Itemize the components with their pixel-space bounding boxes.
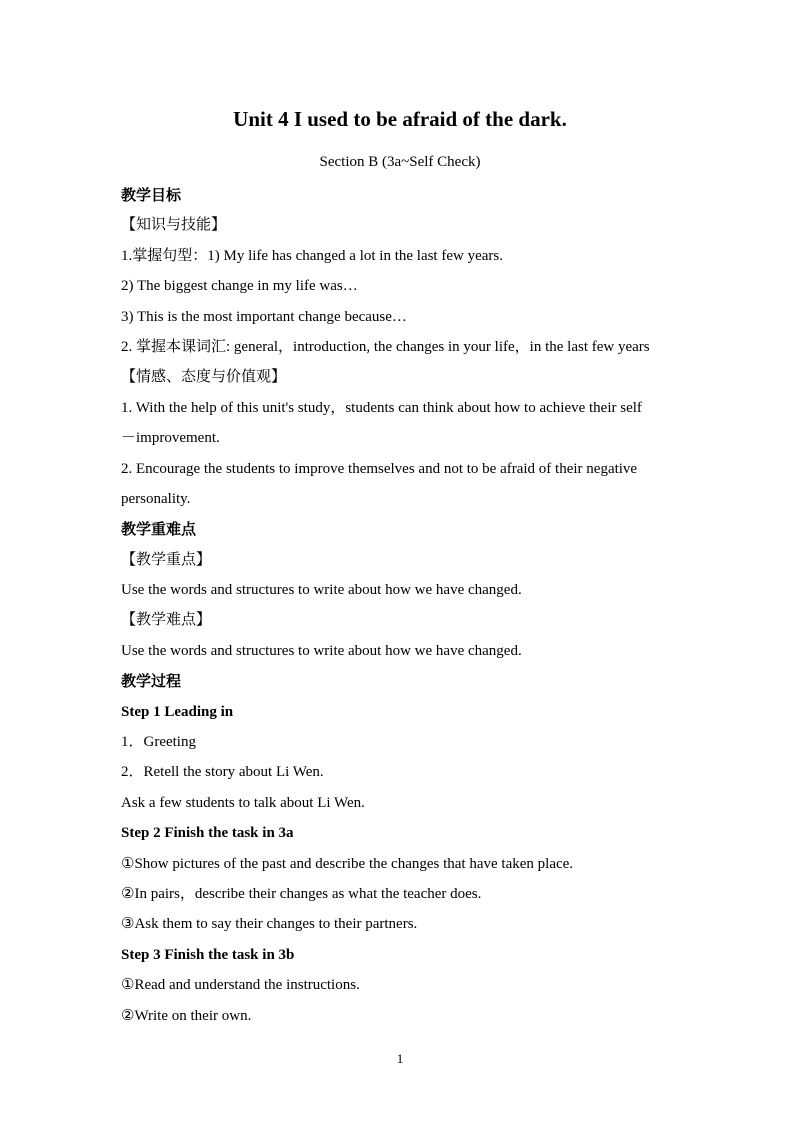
document-body	[121, 180, 721, 1031]
body-line: 教学目标	[121, 186, 182, 204]
body-line: Step 2 Finish the task in 3a	[121, 825, 294, 842]
body-line: Step 3 Finish the task in 3b	[121, 946, 295, 963]
body-line: 3) This is the most important change because…	[121, 308, 407, 325]
body-line: 1．Greeting	[121, 734, 196, 751]
body-line: 2. Encourage the students to improve themselves and not to be afraid of their negative	[121, 460, 638, 477]
body-line: Step 1 Leading in	[121, 703, 234, 720]
body-line: 2) The biggest change in my life was…	[121, 278, 358, 295]
document-title: Unit 4 I used to be afraid of the dark.	[233, 107, 567, 131]
body-line: Use the words and structures to write about how we have changed.	[121, 582, 522, 599]
body-line: 1. With the help of this unit's study，students can think about how to achieve their self	[121, 399, 642, 416]
page-number: 1	[396, 1051, 404, 1066]
body-line: 【教学重点】	[121, 551, 212, 568]
document-subtitle: Section B (3a~Self Check)	[319, 154, 481, 170]
body-line: 【知识与技能】	[121, 217, 227, 234]
body-line: 2．Retell the story about Li Wen.	[121, 764, 324, 781]
body-line: －improvement.	[121, 430, 220, 447]
body-line: ②Write on their own.	[121, 1007, 252, 1024]
body-line: Use the words and structures to write about how we have changed.	[121, 642, 522, 659]
body-line: ①Show pictures of the past and describe the changes that have taken place.	[121, 855, 574, 872]
body-line: 【情感、态度与价值观】	[121, 369, 287, 386]
body-line: ②In pairs，describe their changes as what the teacher does.	[121, 885, 482, 902]
body-line: 教学重难点	[121, 520, 197, 539]
body-line: 2. 掌握本课词汇: general，introduction, the changes in your life，in the last few years	[121, 338, 650, 355]
body-line: ③Ask them to say their changes to their partners.	[121, 916, 418, 933]
body-line: ①Read and understand the instructions.	[121, 977, 360, 994]
body-line: personality.	[121, 490, 191, 507]
body-line: 【教学难点】	[121, 612, 212, 629]
body-line: 教学过程	[121, 672, 182, 691]
body-line: 1.掌握句型：1) My life has changed a lot in the last few years.	[121, 247, 503, 264]
body-line: Ask a few students to talk about Li Wen.	[121, 794, 365, 811]
